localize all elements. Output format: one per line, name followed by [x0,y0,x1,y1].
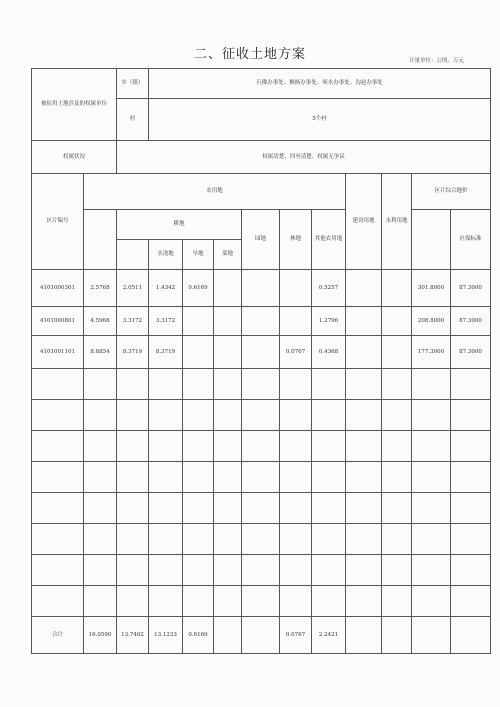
total-cell: 8.8854 [84,336,117,369]
empty-cell [312,462,346,493]
empty-cell [280,462,312,493]
empty-cell [382,493,412,524]
farmland-header: 农用地 [84,174,346,210]
empty-cell [183,555,214,586]
totals-price [412,617,451,654]
empty-cell [117,586,149,617]
village-label: 村 [117,99,149,141]
empty-cell [242,369,280,400]
empty-cell [451,369,491,400]
empty-cell [412,555,451,586]
unused-cell [382,336,412,369]
column-header-row-1 [32,174,491,210]
totals-social [451,617,491,654]
empty-cell [242,524,280,555]
empty-cell [149,555,183,586]
vegetable-header: 菜地 [214,240,242,270]
empty-cell [346,462,382,493]
empty-cell [412,431,451,462]
empty-cell [412,462,451,493]
totals-construction [346,617,382,654]
empty-cell [149,400,183,431]
paddy-cell: 1.4342 [149,270,183,307]
empty-cell [312,400,346,431]
empty-cell [32,462,84,493]
forest-cell: 0.0767 [280,336,312,369]
empty-cell [214,369,242,400]
empty-cell [451,400,491,431]
price-cell: 301.8000 [412,270,451,307]
empty-cell [280,586,312,617]
other-cell: 0.5257 [312,270,346,307]
empty-cell [117,369,149,400]
empty-cell [346,586,382,617]
construction-cell [346,307,382,336]
table-row [32,307,491,336]
empty-cell [32,493,84,524]
social-cell: 87.3000 [451,307,491,336]
empty-cell [149,493,183,524]
other-cell: 1.2796 [312,307,346,336]
totals-garden [242,617,280,654]
village-value: 5个村 [149,99,491,141]
other-farm-header: 其他农用地 [312,210,346,270]
forest-cell [280,307,312,336]
unit-note: 计量单位：公顷、万元 [408,58,464,64]
empty-cell [382,586,412,617]
page-title: 二、征收土地方案 [193,47,306,62]
empty-cell [214,555,242,586]
empty-cell [149,431,183,462]
price-value-header [412,210,451,270]
empty-cell [382,524,412,555]
empty-cell [280,431,312,462]
empty-cell [117,555,149,586]
empty-cell [382,462,412,493]
empty-cell [84,555,117,586]
ownership-status-value: 权属清楚、四至清楚、权属无争议 [117,141,491,174]
vegetable-cell [214,307,242,336]
empty-cell [183,369,214,400]
empty-cell [183,586,214,617]
totals-label: 合计 [32,617,84,654]
empty-cell [451,555,491,586]
empty-cell [312,524,346,555]
empty-cell [412,586,451,617]
totals-row [32,617,491,654]
empty-cell [32,369,84,400]
empty-cell [312,369,346,400]
empty-cell [32,524,84,555]
dry-cell: 0.6169 [183,270,214,307]
empty-cell [84,400,117,431]
construction-header: 建设用地 [346,174,382,270]
garden-cell [242,307,280,336]
total-cell: 4.5968 [84,307,117,336]
totals-vegetable [214,617,242,654]
empty-cell [346,555,382,586]
empty-cell [242,400,280,431]
cultivated-cell: 8.3719 [117,336,149,369]
empty-row [32,555,491,586]
area-no-header: 区片编号 [32,174,84,270]
empty-cell [346,400,382,431]
cultivated-cell: 3.3172 [117,307,149,336]
paddy-cell: 3.3172 [149,307,183,336]
price-cell: 208.8000 [412,307,451,336]
empty-cell [117,431,149,462]
empty-cell [451,431,491,462]
empty-cell [214,462,242,493]
empty-cell [280,493,312,524]
forest-cell [280,270,312,307]
empty-cell [451,462,491,493]
totals-forest: 0.0767 [280,617,312,654]
vegetable-cell [214,336,242,369]
area-id: 4101001101 [32,336,84,369]
unused-cell [382,307,412,336]
garden-cell [242,270,280,307]
empty-cell [214,431,242,462]
empty-cell [451,493,491,524]
empty-cell [451,524,491,555]
vegetable-cell [214,270,242,307]
garden-cell [242,336,280,369]
empty-cell [32,586,84,617]
totals-dry: 0.6169 [183,617,214,654]
empty-cell [412,369,451,400]
empty-cell [382,431,412,462]
ownership-unit-label: 被征用土地涉及的权属单位 [32,69,117,141]
empty-row [32,431,491,462]
empty-cell [183,431,214,462]
land-acquisition-table [31,68,491,654]
cultivated-blank [117,240,149,270]
empty-row [32,586,491,617]
empty-cell [149,462,183,493]
empty-cell [183,462,214,493]
empty-cell [117,493,149,524]
empty-cell [84,431,117,462]
cultivated-header: 耕地 [117,210,242,240]
totals-other: 2.2421 [312,617,346,654]
empty-row [32,369,491,400]
empty-cell [312,431,346,462]
empty-cell [214,493,242,524]
empty-row [32,493,491,524]
total-cell: 2.5768 [84,270,117,307]
empty-cell [280,400,312,431]
ownership-status-label: 权属状况 [32,141,117,174]
empty-cell [214,524,242,555]
forest-header: 林地 [280,210,312,270]
unused-header: 未利用地 [382,174,412,270]
empty-cell [382,369,412,400]
totals-cultivated: 13.7402 [117,617,149,654]
empty-row [32,462,491,493]
empty-cell [280,555,312,586]
empty-cell [280,524,312,555]
empty-cell [242,431,280,462]
empty-cell [242,586,280,617]
empty-cell [312,586,346,617]
township-label: 乡（镇） [117,69,149,99]
empty-cell [382,555,412,586]
empty-cell [117,524,149,555]
empty-cell [451,586,491,617]
farmland-blank [84,210,117,270]
cultivated-cell: 2.0511 [117,270,149,307]
dry-header: 旱地 [183,240,214,270]
social-cell: 87.3000 [451,270,491,307]
price-header: 区片综合地价 [412,174,491,210]
empty-cell [117,400,149,431]
paddy-cell: 8.3719 [149,336,183,369]
area-id: 4101000801 [32,307,84,336]
empty-cell [84,493,117,524]
empty-cell [214,586,242,617]
empty-cell [312,493,346,524]
empty-cell [412,493,451,524]
empty-cell [149,524,183,555]
empty-cell [412,400,451,431]
garden-header: 园地 [242,210,280,270]
construction-cell [346,336,382,369]
empty-cell [32,400,84,431]
empty-row [32,524,491,555]
empty-cell [346,524,382,555]
empty-cell [32,431,84,462]
empty-cell [214,400,242,431]
empty-row [32,400,491,431]
empty-cell [242,555,280,586]
column-header-row-2 [32,210,491,240]
empty-cell [84,524,117,555]
table-row [32,270,491,307]
unused-cell [382,270,412,307]
totals-total: 16.0590 [84,617,117,654]
empty-cell [183,400,214,431]
empty-cell [84,586,117,617]
empty-cell [84,462,117,493]
township-value: 石佛办事处、枫杨办事处、须水办事处、沟赵办事处 [149,69,491,99]
empty-cell [382,400,412,431]
empty-cell [346,431,382,462]
empty-cell [312,555,346,586]
dry-cell [183,336,214,369]
ownership-row [32,141,491,174]
construction-cell [346,270,382,307]
empty-cell [412,524,451,555]
empty-cell [32,555,84,586]
empty-cell [183,493,214,524]
empty-cell [346,369,382,400]
empty-cell [183,524,214,555]
empty-cell [117,462,149,493]
empty-cell [242,493,280,524]
table-row [32,336,491,369]
paddy-header: 水浇地 [149,240,183,270]
area-id: 4101000301 [32,270,84,307]
other-cell: 0.4368 [312,336,346,369]
empty-cell [242,462,280,493]
price-cell: 177.3000 [412,336,451,369]
social-header: 社保标准 [451,210,491,270]
township-row [32,69,491,99]
empty-cell [149,369,183,400]
dry-cell [183,307,214,336]
empty-cell [346,493,382,524]
empty-rows [32,369,491,617]
empty-cell [149,586,183,617]
empty-cell [84,369,117,400]
totals-unused [382,617,412,654]
totals-paddy: 13.1233 [149,617,183,654]
social-cell: 87.3000 [451,336,491,369]
empty-cell [280,369,312,400]
